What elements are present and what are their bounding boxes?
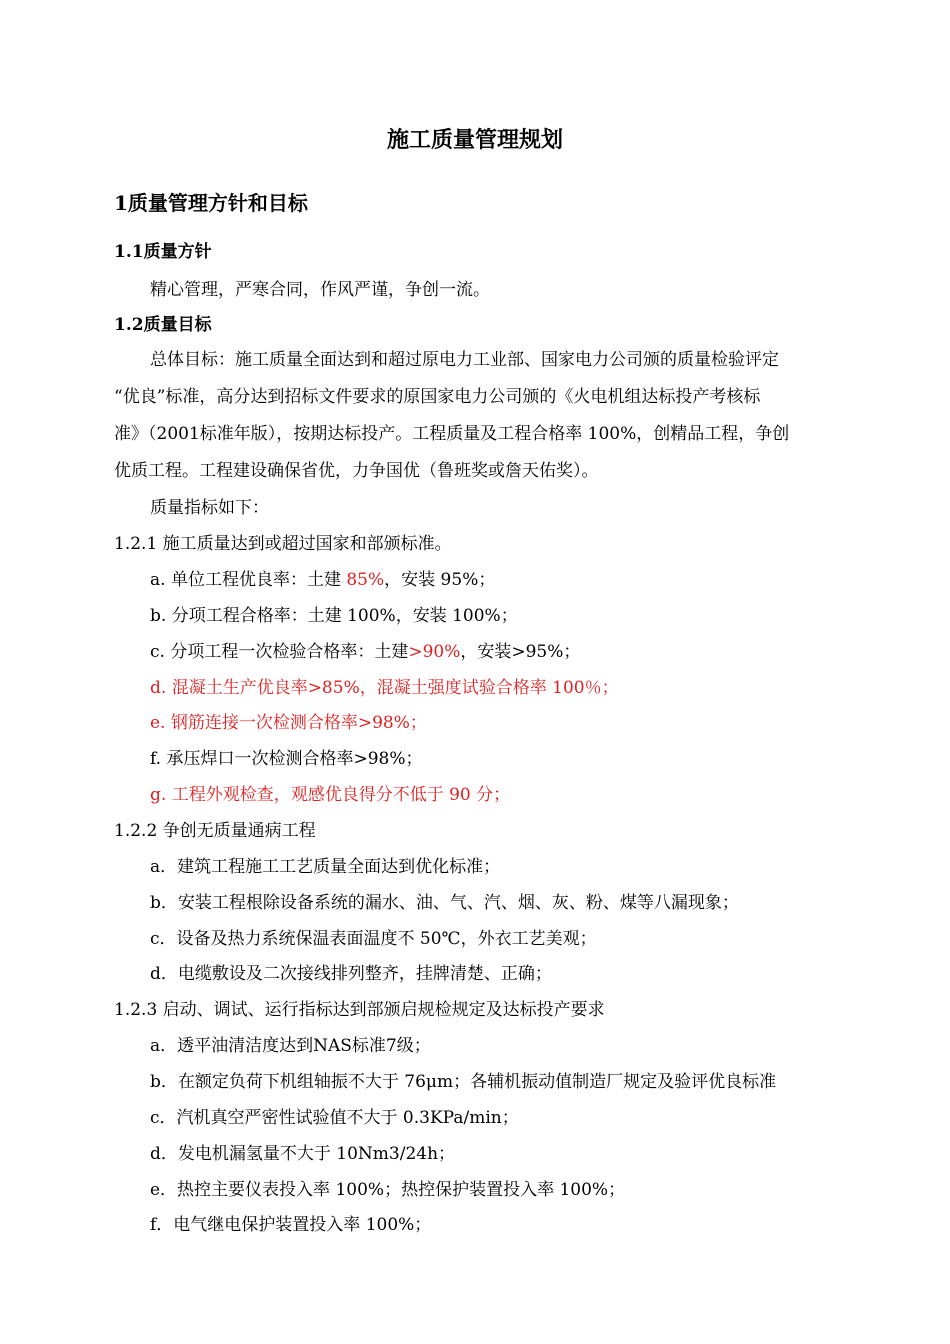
highlight-value: 85% xyxy=(346,570,385,590)
section-heading-1: 1质量管理方针和目标 xyxy=(114,191,308,215)
paragraph-line: 质量指标如下： xyxy=(150,498,269,518)
list-item: e．热控主要仪表投入率 100%；热控保护装置投入率 100%； xyxy=(150,1180,626,1200)
paragraph-line: 准》（2001标准年版），按期达标投产。工程质量及工程合格率 100%，创精品工程，争创 xyxy=(114,424,790,444)
list-item: f. 承压焊口一次检测合格率>98%； xyxy=(150,749,423,769)
paragraph-line: “优良”标准，高分达到招标文件要求的原国家电力公司颁的《火电机组达标投产考核标 xyxy=(114,387,761,407)
list-item xyxy=(150,642,580,662)
subsection-heading-1-2-3: 1.2.3 启动、调试、运行指标达到部颁启规检规定及达标投产要求 xyxy=(114,1000,605,1020)
list-item-highlighted: g. 工程外观检查，观感优良得分不低于 90 分； xyxy=(150,785,511,805)
list-item: b. 分项工程合格率：土建 100%，安装 100%； xyxy=(150,606,518,626)
list-item: d．电缆敷设及二次接线排列整齐，挂牌清楚、正确； xyxy=(150,964,552,984)
list-item: d．发电机漏氢量不大于 10Nm3/24h； xyxy=(150,1144,456,1164)
list-item: a．建筑工程施工工艺质量全面达到优化标准； xyxy=(150,857,501,877)
quality-policy-text: 精心管理，严寒合同，作风严谨，争创一流。 xyxy=(150,280,490,300)
list-item xyxy=(150,570,495,590)
list-item: b．在额定负荷下机组轴振不大于 76μm；各辅机振动值制造厂规定及验评优良标准 xyxy=(150,1072,777,1092)
page-title: 施工质量管理规划 xyxy=(386,127,563,153)
subsection-heading-1-2-2: 1.2.2 争创无质量通病工程 xyxy=(114,821,316,841)
paragraph-line: 优质工程。工程建设确保省优，力争国优（鲁班奖或詹天佑奖）。 xyxy=(114,461,599,481)
list-item-text: ，安装>95%； xyxy=(460,642,581,662)
section-heading-1-2: 1.2质量目标 xyxy=(114,315,212,335)
list-item-highlighted: d. 混凝土生产优良率>85%，混凝土强度试验合格率 100％； xyxy=(150,678,619,698)
list-item-text: c. 分项工程一次检验合格率：土建 xyxy=(150,642,409,662)
paragraph-line: 总体目标：施工质量全面达到和超过原电力工业部、国家电力公司颁的质量检验评定 xyxy=(150,350,779,370)
list-item: f．电气继电保护装置投入率 100%； xyxy=(150,1215,432,1235)
list-item-text: a. 单位工程优良率：土建 xyxy=(150,570,347,590)
list-item: b．安装工程根除设备系统的漏水、油、气、汽、烟、灰、粉、煤等八漏现象； xyxy=(150,893,739,913)
list-item-highlighted: e. 钢筋连接一次检测合格率>98%； xyxy=(150,713,427,733)
highlight-value: >90% xyxy=(408,642,461,662)
section-heading-1-1: 1.1质量方针 xyxy=(114,242,212,262)
list-item-text: ，安装 95%； xyxy=(384,570,496,590)
list-item: c．设备及热力系统保温表面温度不 50℃，外衣工艺美观； xyxy=(150,929,597,949)
list-item: c．汽机真空严密性试验值不大于 0.3KPa/min； xyxy=(150,1108,519,1128)
subsection-heading-1-2-1: 1.2.1 施工质量达到或超过国家和部颁标准。 xyxy=(114,534,452,554)
list-item: a．透平油清洁度达到NAS标准7级； xyxy=(150,1036,431,1056)
